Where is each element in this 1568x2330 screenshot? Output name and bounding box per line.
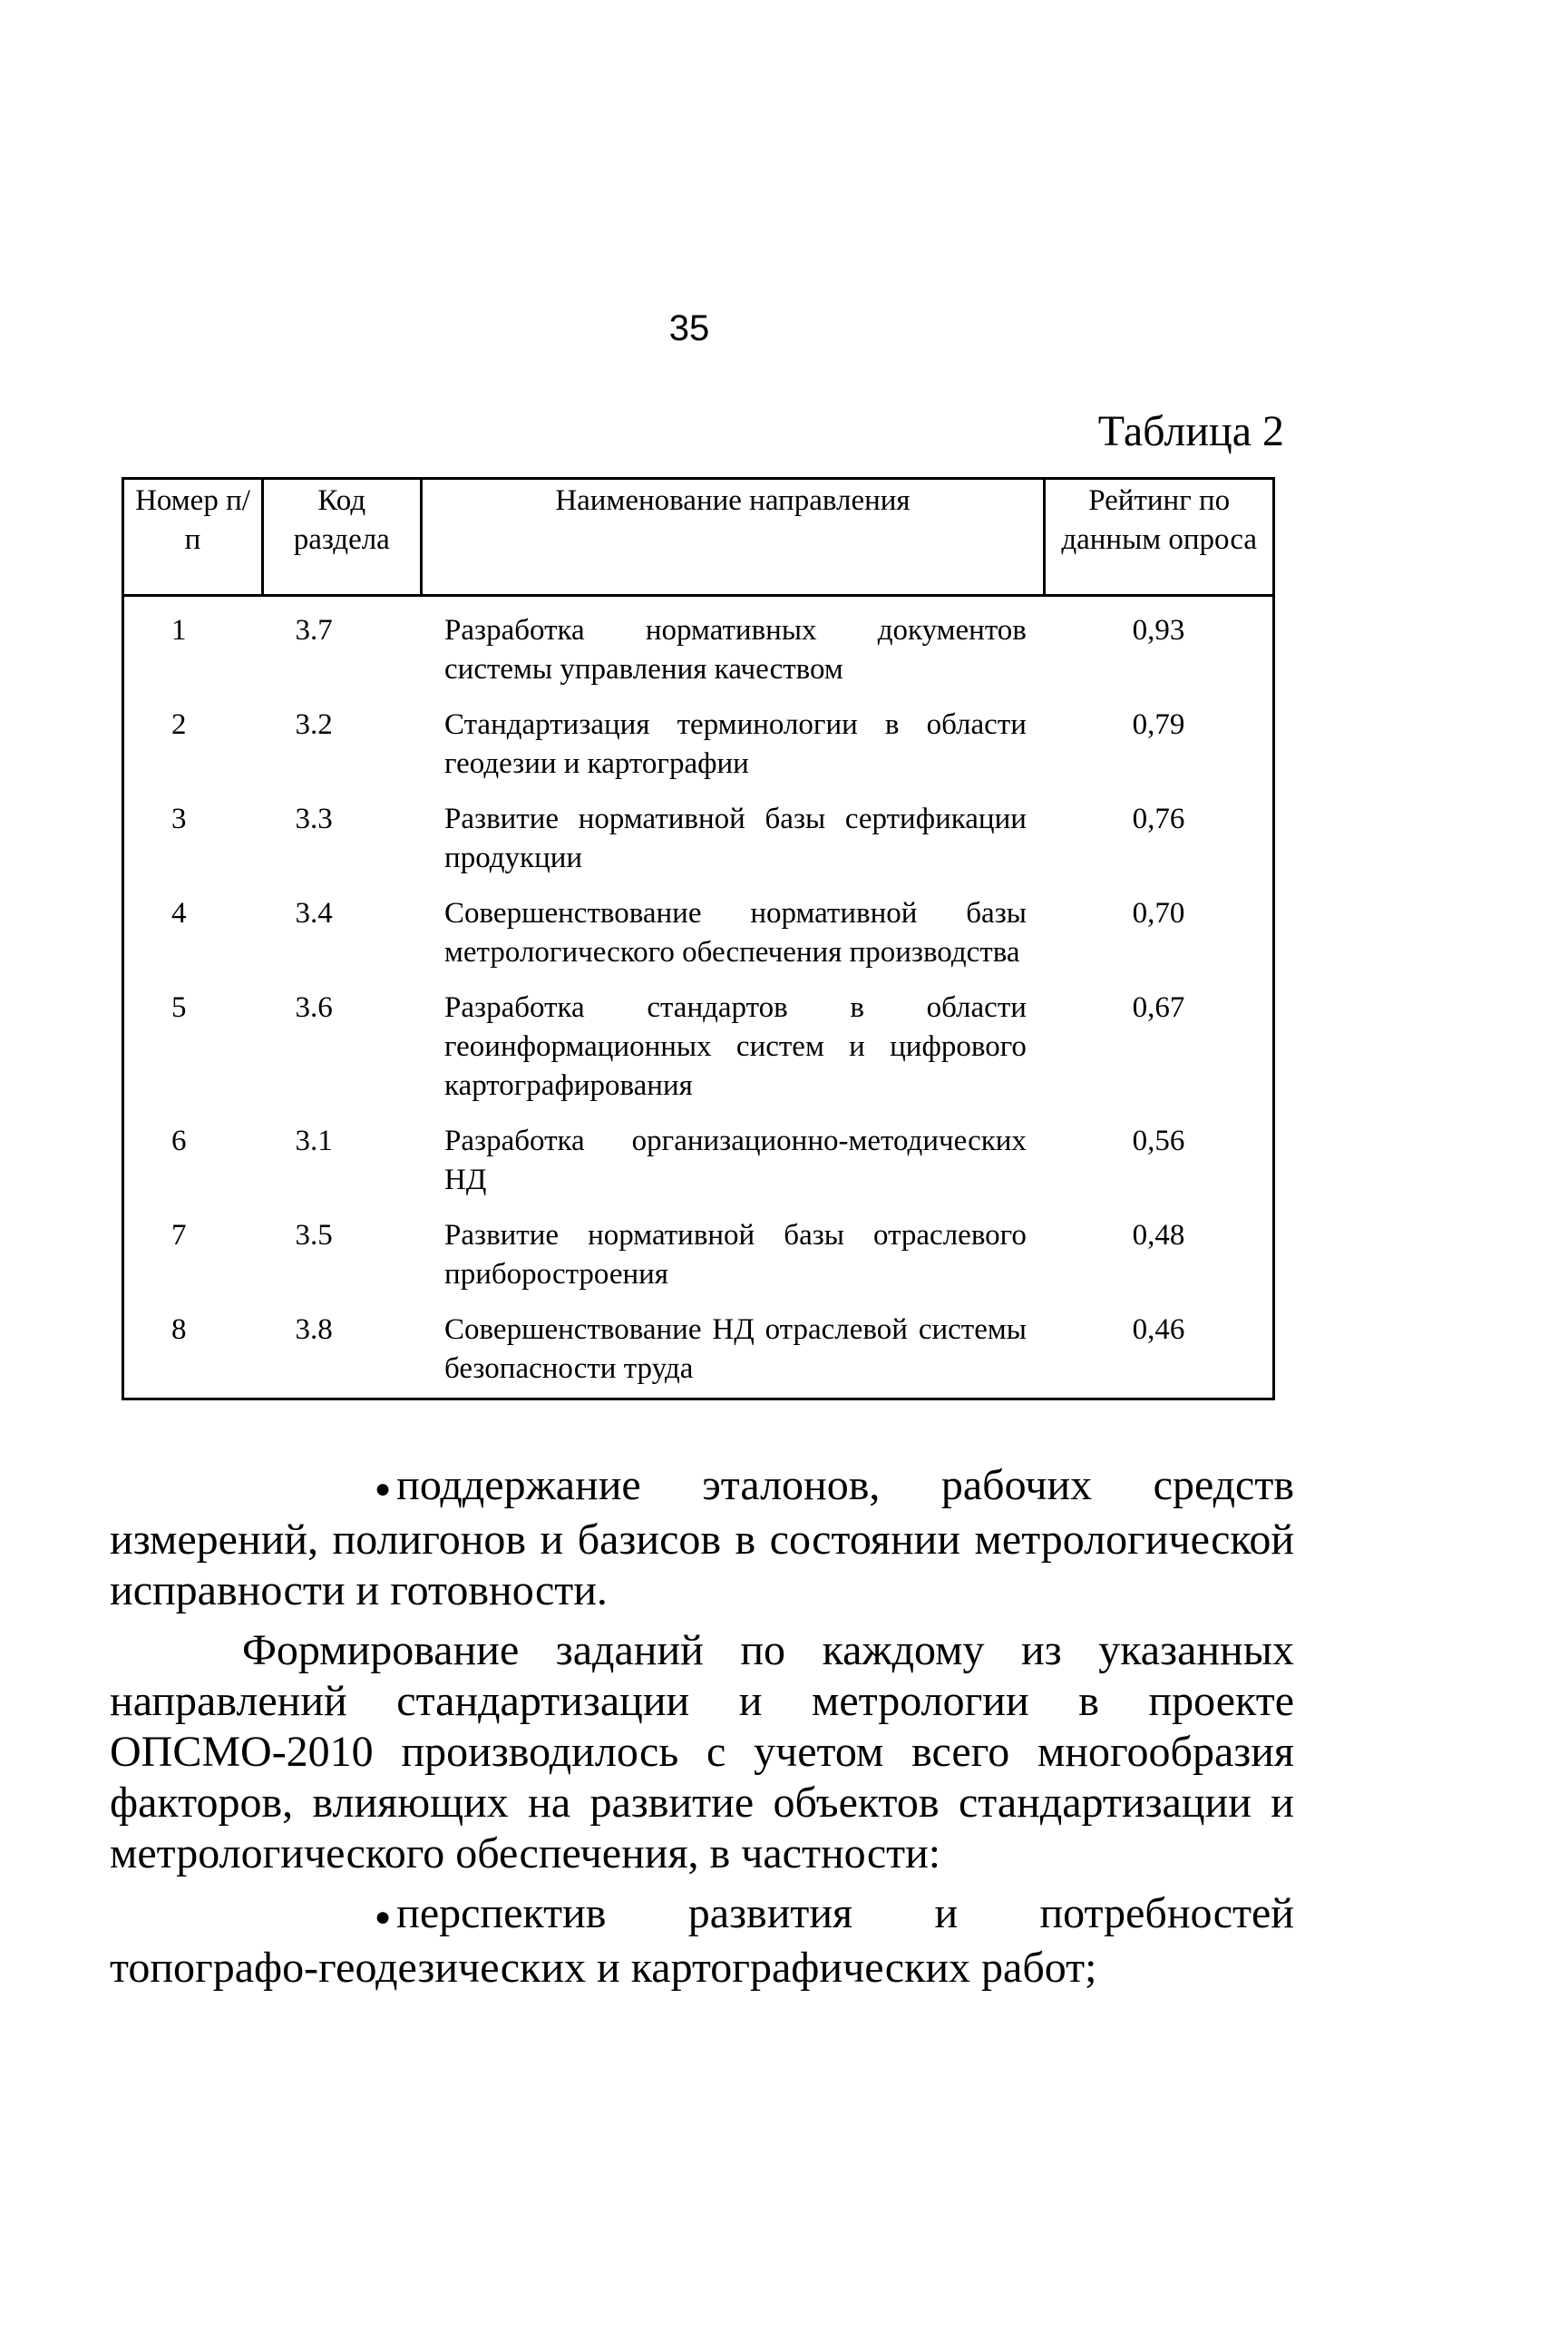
bullet-paragraph — [110, 1460, 1294, 1616]
row-code: 3.2 — [295, 708, 333, 741]
row-number: 1 — [171, 614, 187, 647]
table-caption: Таблица 2 — [1097, 407, 1284, 455]
row-name: Разработка организационно-методических НД — [444, 1125, 1027, 1196]
row-name: Развитие нормативной базы сертификации продукции — [444, 803, 1027, 874]
row-code: 3.6 — [295, 991, 333, 1024]
table-header-row — [123, 479, 1274, 596]
row-rating: 0,48 — [1132, 1219, 1185, 1252]
row-code: 3.8 — [295, 1313, 333, 1346]
header-code: Код раздела — [263, 479, 422, 596]
bullet-icon: ● — [375, 1473, 392, 1504]
table-row — [123, 981, 1274, 1115]
row-name: Совершенствование НД отраслевой системы безопасности труда — [444, 1313, 1027, 1385]
bullet-text: перспектив развития и потребностей топографо-геодезических и картографических работ; — [110, 1888, 1294, 1992]
row-code: 3.3 — [295, 803, 333, 835]
row-rating: 0,76 — [1132, 803, 1185, 835]
row-number: 4 — [171, 897, 187, 930]
row-rating: 0,79 — [1132, 708, 1185, 741]
row-name: Разработка стандартов в области геоинформационных систем и цифрового картографирования — [444, 991, 1027, 1102]
body-text — [110, 1460, 1294, 2003]
ratings-table — [122, 477, 1275, 1400]
row-number: 3 — [171, 803, 187, 835]
row-number: 7 — [171, 1219, 187, 1252]
row-number: 6 — [171, 1125, 187, 1157]
row-name: Стандартизация терминологии в области геодезии и картографии — [444, 708, 1027, 780]
row-rating: 0,93 — [1132, 614, 1185, 647]
table-row — [123, 1209, 1274, 1303]
row-code: 3.7 — [295, 614, 333, 647]
table-row — [123, 793, 1274, 887]
row-code: 3.1 — [295, 1125, 333, 1157]
row-rating: 0,70 — [1132, 897, 1185, 930]
bullet-text: поддержание эталонов, рабочих средств измерений, полигонов и базисов в состоянии метрологической исправности и готовности. — [110, 1461, 1294, 1614]
table-row — [123, 887, 1274, 981]
table-row — [123, 1115, 1274, 1209]
row-rating: 0,46 — [1132, 1313, 1185, 1346]
table-row — [123, 698, 1274, 793]
row-number: 5 — [171, 991, 187, 1024]
paragraph: Формирование заданий по каждому из указанных направлений стандартизации и метрологии в проекте ОПСМО-2010 производилось с учетом всего многообразия факторов, влияющих на развитие объектов стандартизации и метрологического обеспечения, в частности: — [110, 1625, 1294, 1877]
row-number: 2 — [171, 708, 187, 741]
row-name: Развитие нормативной базы отраслевого приборостроения — [444, 1219, 1027, 1291]
bullet-paragraph — [110, 1888, 1294, 1994]
row-name: Совершенствование нормативной базы метрологического обеспечения производства — [444, 897, 1027, 969]
table-row — [123, 596, 1274, 699]
row-rating: 0,56 — [1132, 1125, 1185, 1157]
row-code: 3.4 — [295, 897, 333, 930]
header-number: Номер п/п — [123, 479, 263, 596]
header-rating: Рейтинг по данным опроса — [1045, 479, 1274, 596]
row-rating: 0,67 — [1132, 991, 1185, 1024]
row-name: Разработка нормативных документов системы управления качеством — [444, 614, 1027, 686]
row-code: 3.5 — [295, 1219, 333, 1252]
page-number: 35 — [668, 308, 710, 348]
header-name: Наименование направления — [421, 479, 1045, 596]
bullet-icon: ● — [375, 1901, 392, 1932]
table-row — [123, 1303, 1274, 1399]
row-number: 8 — [171, 1313, 187, 1346]
